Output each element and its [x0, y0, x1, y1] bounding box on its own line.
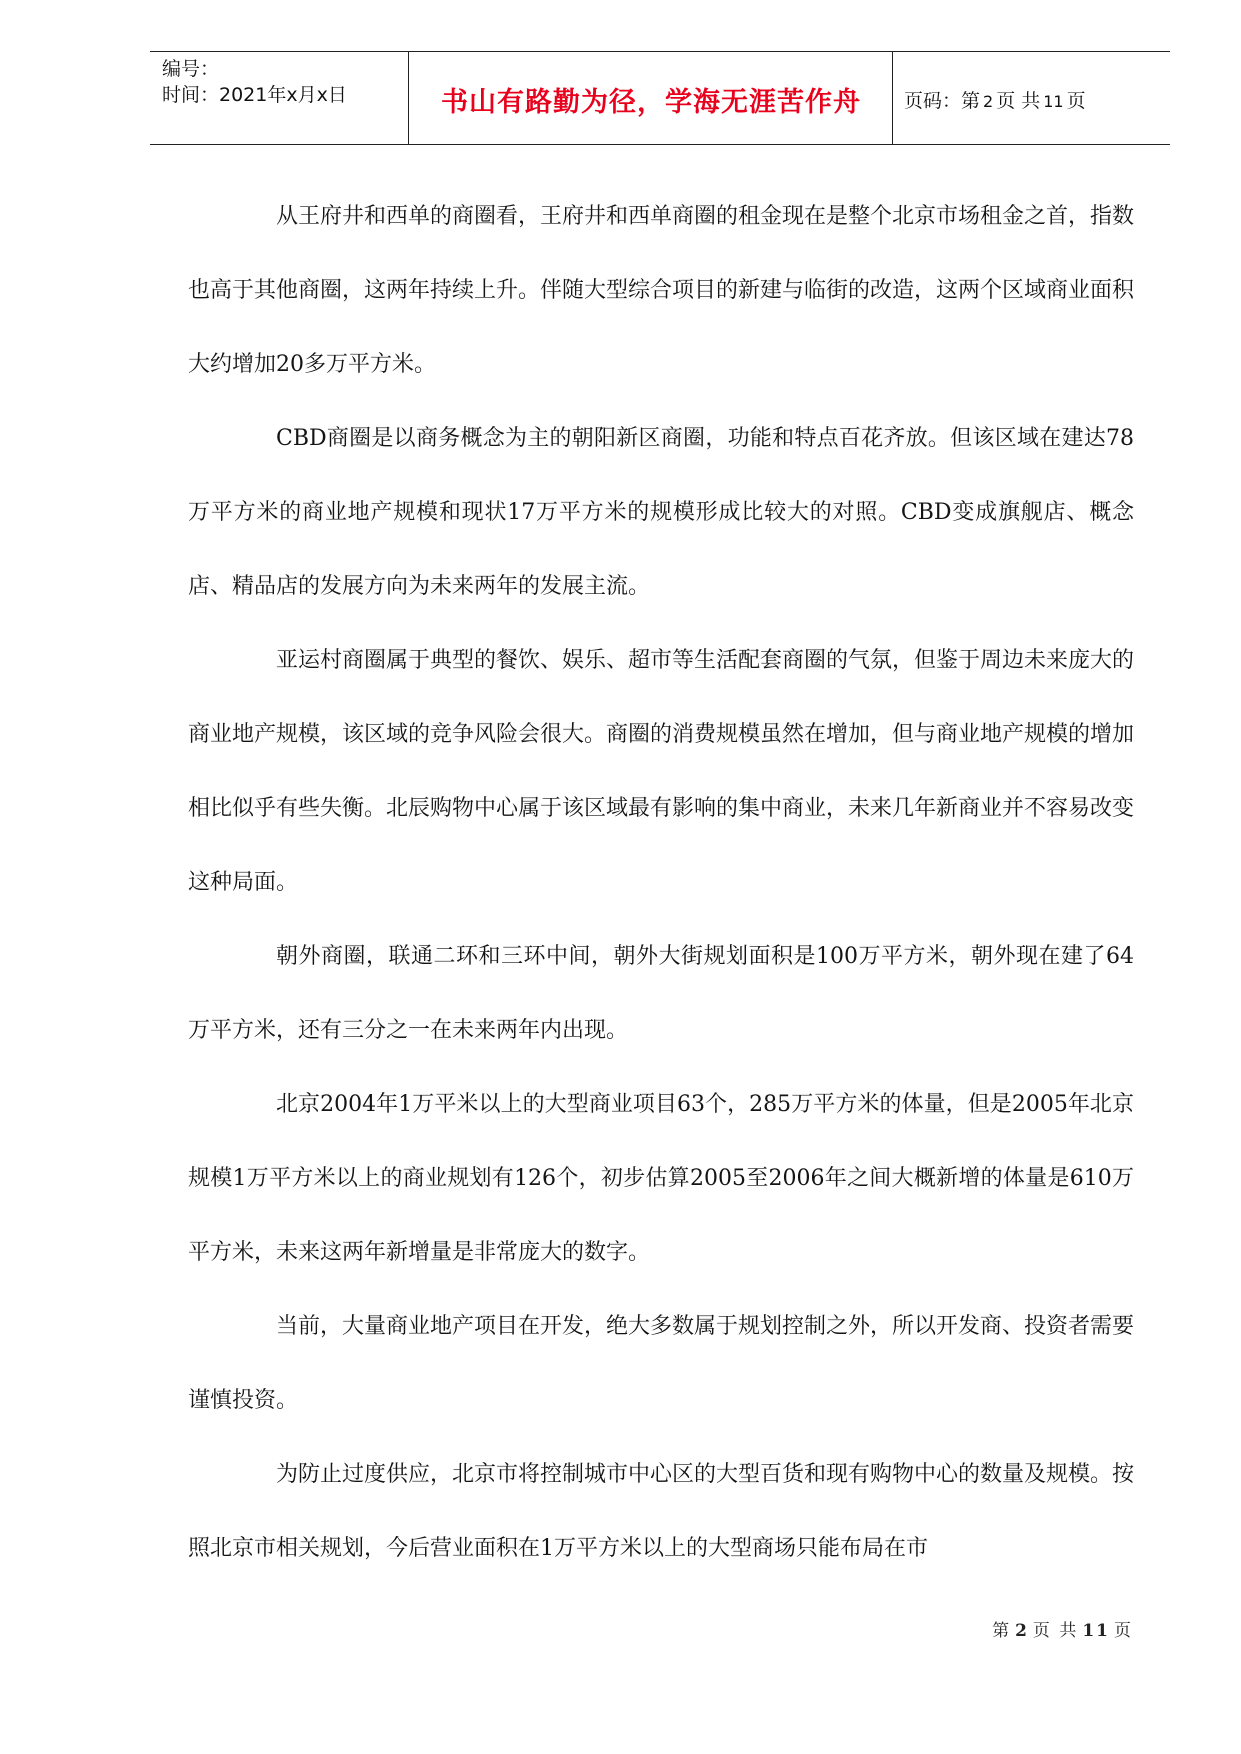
paragraph-cbd: CBD商圈是以商务概念为主的朝阳新区商圈，功能和特点百花齐放。但该区域在建达78万平方米的商业地产规模和现状17万平方米的规模形成比较大的对照。CBD变成旗舰店、概念店、精品店的发展方向为未来两年的发展主流。	[188, 426, 1134, 599]
page-header	[150, 51, 1170, 145]
header-page-indicator	[904, 86, 1086, 113]
footer-mid: 页 共	[1032, 1621, 1079, 1641]
header-meta	[162, 56, 347, 108]
page-footer	[992, 1616, 1133, 1641]
header-page-mid: 页 共	[996, 90, 1041, 112]
paragraph-chaowai: 朝外商圈，联通二环和三环中间，朝外大街规划面积是100万平方米，朝外现在建了64万平方米，还有三分之一在未来两年内出现。	[188, 944, 1134, 1043]
footer-page-current: 2	[1015, 1621, 1029, 1641]
document-body	[188, 180, 1134, 1586]
paragraph-beijing-volume: 北京2004年1万平米以上的大型商业项目63个，285万平方米的体量，但是2005年北京规模1万平方米以上的商业规划有126个，初步估算2005至2006年之间大概新增的体量是610万平方米，未来这两年新增量是非常庞大的数字。	[188, 1092, 1134, 1265]
footer-page-total: 11	[1082, 1621, 1110, 1641]
footer-suffix: 页	[1114, 1621, 1133, 1641]
paragraph-planning-control: 为防止过度供应，北京市将控制城市中心区的大型百货和现有购物中心的数量及规模。按照北京市相关规划，今后营业面积在1万平方米以上的大型商场只能布局在市	[188, 1462, 1135, 1561]
paragraph-yayuncun: 亚运村商圈属于典型的餐饮、娱乐、超市等生活配套商圈的气氛，但鉴于周边未来庞大的商业地产规模，该区域的竞争风险会很大。商圈的消费规模虽然在增加，但与商业地产规模的增加相比似乎有些失衡。北辰购物中心属于该区域最有影响的集中商业，未来几年新商业并不容易改变这种局面。	[188, 648, 1135, 895]
header-divider-right	[892, 52, 893, 144]
header-divider-left	[408, 52, 409, 144]
header-page-total: 11	[1043, 92, 1064, 111]
header-page-prefix: 页码：第	[904, 90, 981, 112]
document-number-label: 编号：	[162, 58, 220, 80]
header-page-suffix: 页	[1066, 90, 1086, 112]
header-motto: 书山有路勤为径，学海无涯苦作舟	[441, 87, 861, 118]
header-page-current: 2	[983, 92, 994, 111]
paragraph-wangfujing-xidan: 从王府井和西单的商圈看，王府井和西单商圈的租金现在是整个北京市场租金之首，指数也高于其他商圈，这两年持续上升。伴随大型综合项目的新建与临街的改造，这两个区域商业面积大约增加20多万平方米。	[188, 204, 1135, 377]
paragraph-caution: 当前，大量商业地产项目在开发，绝大多数属于规划控制之外，所以开发商、投资者需要谨慎投资。	[188, 1314, 1135, 1413]
document-time-label: 时间：2021年x月x日	[162, 84, 347, 106]
footer-prefix: 第	[992, 1621, 1012, 1641]
